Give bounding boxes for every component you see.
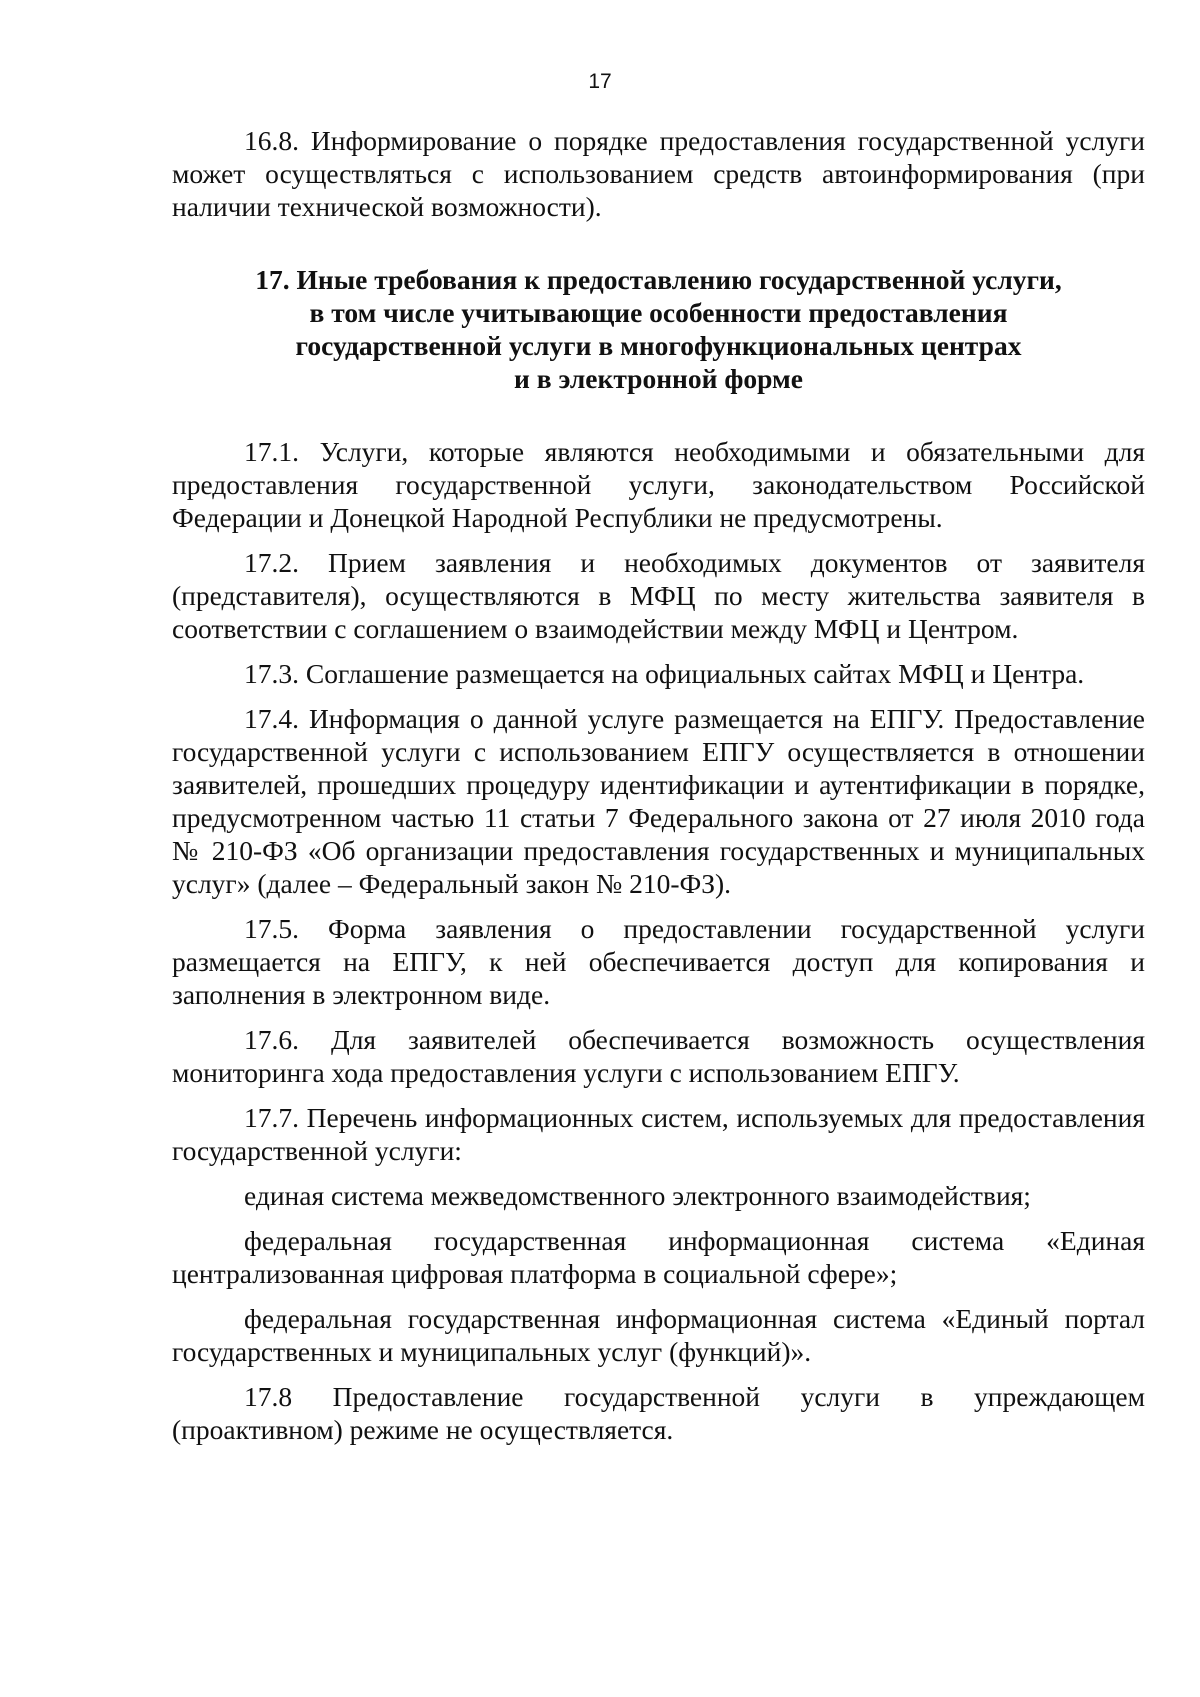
paragraph-17-2: 17.2. Прием заявления и необходимых документов от заявителя (представителя), осуществляются в МФЦ по месту жительства заявителя в соответствии с соглашением о взаимодействии между МФЦ и Центром. [172, 547, 1145, 644]
document-body [172, 124, 1145, 1446]
paragraph-17-4: 17.4. Информация о данной услуге размещается на ЕПГУ. Предоставление государственной услуги с использованием ЕПГУ осуществляется в отношении заявителей, прошедших процедуру идентификации и аутентификации в порядке, предусмотренном частью 11 статьи 7 Федерального закона от 27 июля 2010 года № 210-ФЗ «Об организации предоставления государственных и муниципальных услуг» (далее – Федеральный закон № 210-ФЗ). [172, 703, 1145, 899]
paragraph-17-6: 17.6. Для заявителей обеспечивается возможность осуществления мониторинга хода предоставления услуги с использованием ЕПГУ. [172, 1024, 1145, 1088]
heading-line: и в электронной форме [514, 363, 803, 394]
paragraph-17-3: 17.3. Соглашение размещается на официальных сайтах МФЦ и Центра. [244, 658, 1085, 689]
paragraph-17-1: 17.1. Услуги, которые являются необходимыми и обязательными для предоставления государственной услуги, законодательством Российской Федерации и Донецкой Народной Республики не предусмотрены. [172, 436, 1145, 533]
paragraph-16-8: 16.8. Информирование о порядке предоставления государственной услуги может осуществляться с использованием средств автоинформирования (при наличии технической возможности). [172, 125, 1145, 222]
heading-line: государственной услуги в многофункциональных центрах [295, 330, 1022, 361]
list-item-system-2: федеральная государственная информационная система «Единая централизованная цифровая платформа в социальной сфере»; [172, 1225, 1145, 1289]
paragraph-17-5: 17.5. Форма заявления о предоставлении государственной услуги размещается на ЕПГУ, к ней обеспечивается доступ для копирования и заполнения в электронном виде. [172, 913, 1145, 1010]
list-item-system-1: единая система межведомственного электронного взаимодействия; [244, 1180, 1031, 1211]
heading-line: в том числе учитывающие особенности предоставления [309, 297, 1008, 328]
paragraph-17-7: 17.7. Перечень информационных систем, используемых для предоставления государственной услуги: [172, 1102, 1145, 1166]
page-number: 17 [588, 70, 612, 93]
heading-line: 17. Иные требования к предоставлению государственной услуги, [255, 264, 1062, 295]
list-item-system-3: федеральная государственная информационная система «Единый портал государственных и муниципальных услуг (функций)». [172, 1303, 1145, 1367]
section-17-heading [172, 263, 1145, 395]
paragraph-17-8: 17.8 Предоставление государственной услуги в упреждающем (проактивном) режиме не осуществляется. [172, 1381, 1145, 1445]
